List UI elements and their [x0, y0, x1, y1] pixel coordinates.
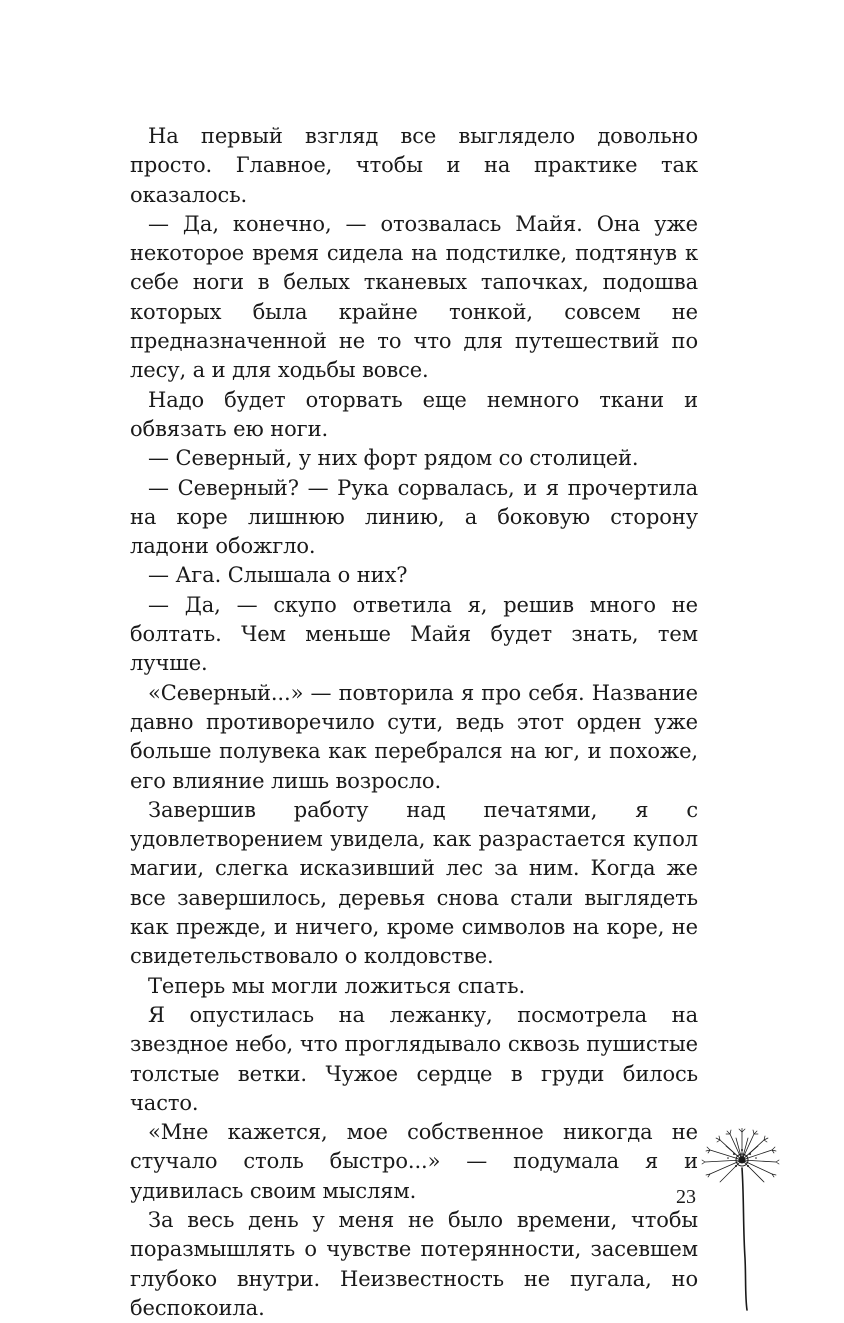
dandelion-flower-icon [700, 1128, 780, 1311]
paragraph: — Да, конечно, — отозвалась Майя. Она уже некоторое время сидела на подстилке, подтянув к себе ноги в белых тканевых тапочках, подошва которых была крайне тонкой, совсем не предназначенной не то что для путешествий по лесу, а и для ходьбы вовсе. [130, 211, 698, 383]
paragraph: Я опустилась на лежанку, посмотрела на звездное небо, что проглядывало сквозь пушистые толстые ветки. Чужое сердце в груди билось часто. [130, 1002, 698, 1115]
paragraph: Теперь мы могли ложиться спать. [148, 973, 526, 998]
body-text [130, 122, 698, 1323]
paragraph: На первый взгляд все выглядело довольно просто. Главное, чтобы и на практике так оказалось. [130, 124, 698, 207]
paragraph: — Северный, у них форт рядом со столицей. [148, 446, 639, 471]
paragraph: За весь день у меня не было времени, чтобы поразмышлять о чувстве потерянности, засевшем глубоко внутри. Неизвестность не пугала, но беспокоила. [130, 1207, 698, 1320]
paragraph: «Северный...» — повторила я про себя. Название давно противоречило сути, ведь этот орден уже больше полувека как перебрался на юг, и похоже, его влияние лишь возросло. [130, 680, 698, 793]
paragraph: Надо будет оторвать еще немного ткани и обвязать ею ноги. [130, 387, 698, 441]
paragraph: — Северный? — Рука сорвалась, и я прочертила на коре лишнюю линию, а боковую сторону ладони обожгло. [130, 475, 698, 559]
page-number: 23 [676, 1186, 696, 1208]
paragraph: Завершив работу над печатями, я с удовлетворением увидела, как разрастается купол магии, слегка исказивший лес за ним. Когда же все завершилось, деревья снова стали выглядеть как прежде, и ничего, кроме символов на коре, не свидетельствовало о колдовстве. [130, 797, 698, 969]
paragraph: — Ага. Слышала о них? [148, 563, 408, 588]
paragraph: — Да, — скупо ответила я, решив много не болтать. Чем меньше Майя будет знать, тем лучше. [130, 592, 698, 676]
paragraph: «Мне кажется, мое собственное никогда не стучало столь быстро...» — подумала я и удивилась своим мыслям. [130, 1120, 698, 1203]
